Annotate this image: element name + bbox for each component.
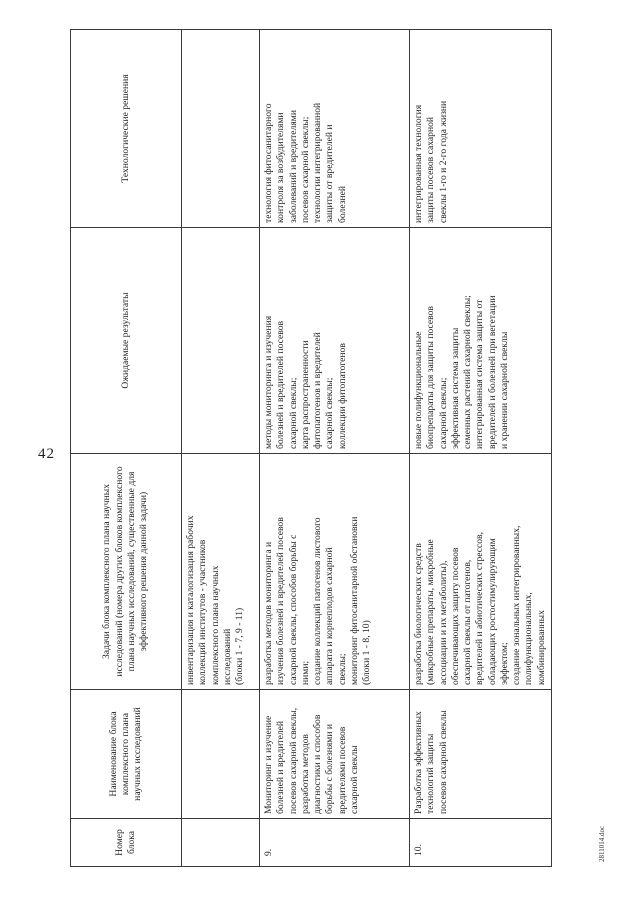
text-line: диагностики и способов xyxy=(312,714,324,814)
text-line: биопрепараты для защиты посевов xyxy=(425,306,437,449)
table-row-continuation xyxy=(182,30,260,867)
text-line: инвентаризация и каталогизация рабочих xyxy=(185,515,196,685)
text-line: борьбы с болезнями и xyxy=(324,723,336,814)
cell-block-name xyxy=(410,690,552,819)
text-line: обладающих ростостимулирующим xyxy=(486,538,498,685)
text-line: вредителями посевов xyxy=(336,726,348,814)
text-line: технологии интегрированной xyxy=(312,102,324,223)
rotated-table-sheet xyxy=(70,30,547,867)
text-line: болезней и вредителей xyxy=(275,720,287,814)
cell-block-number: 10. xyxy=(410,819,552,867)
text-line: свеклы; xyxy=(336,653,348,685)
text-line: болезней и вредителей посевов xyxy=(275,320,287,449)
text-line: коллекций институтов - участников xyxy=(197,539,209,685)
text-line: (микробные препараты, микробные xyxy=(425,539,437,685)
cell-block-tasks xyxy=(410,454,552,690)
text-line: разработка методов xyxy=(299,734,311,814)
text-line: полифункциональных, xyxy=(523,592,535,685)
text-line: фитопатогенов и вредителей xyxy=(312,332,324,449)
text-line: (блоки 1 - 8, 10) xyxy=(361,620,373,685)
text-line: коллекции фитопатогенов xyxy=(336,343,348,449)
text-line: защиты посевов сахарной xyxy=(425,116,437,223)
cell-expected-results xyxy=(410,228,552,454)
text-line: ассоциации и их метаболиты), xyxy=(437,560,449,685)
text-line: обеспечивающих защиту посевов xyxy=(449,547,461,685)
text-line: мониторинг фитосанитарной обстановки xyxy=(348,516,360,685)
text-line: семенных растений сахарной свеклы; xyxy=(462,295,474,449)
table-row xyxy=(260,30,410,867)
text-line: посевов сахарной свеклы; xyxy=(299,116,311,223)
text-line: методы мониторинга и изучения xyxy=(263,315,274,449)
text-line: изучения болезней и вредителей посевов xyxy=(275,517,287,685)
text-line: заболеваний и вредителями xyxy=(287,110,299,223)
text-line: сахарной свеклы xyxy=(348,745,360,814)
text-line: и хранении сахарной свеклы xyxy=(498,331,510,449)
text-line: аппарата и корнеплодов сахарной xyxy=(324,547,336,685)
cell-block-number: 9. xyxy=(260,819,410,867)
cell-tasks-continuation xyxy=(182,454,260,690)
text-line: болезней xyxy=(336,185,348,223)
cell-tech-solutions xyxy=(260,30,410,228)
text-line: карта распространенности xyxy=(299,340,311,449)
text-line: посевов сахарной свеклы, xyxy=(287,707,299,814)
text-line: сахарной свеклы; xyxy=(324,377,336,449)
text-line: вредителей и болезней при вегетации xyxy=(486,295,498,449)
text-line: контроля за возбудителями xyxy=(275,112,287,223)
text-line: свеклы 1-го и 2-го года жизни xyxy=(437,100,449,223)
header-block-tasks: Задачи блока комплексного плана научных исследований (номера других блоков комплексного плана научных исследований, существенные для эффективного решения данной задачи) xyxy=(71,454,182,690)
cell-empty xyxy=(182,819,260,867)
cell-empty xyxy=(182,690,260,819)
text-line: защиты от вредителей и xyxy=(324,124,336,223)
text-line: (блоки 1 - 7, 9 - 11) xyxy=(234,607,246,685)
text-line: Разработка эффективных xyxy=(413,711,424,814)
text-line: сахарной свеклы от патогенов, xyxy=(462,559,474,685)
document-code: 2811014.doc xyxy=(598,825,606,862)
table-row xyxy=(410,30,552,867)
cell-tech-solutions xyxy=(410,30,552,228)
header-expected-results: Ожидаемые результаты xyxy=(71,228,182,454)
text-line: комбинированных xyxy=(535,610,547,685)
text-line: интегрированная система защиты от xyxy=(474,299,486,449)
header-block-name: Наименование блока комплексного плана научных исследований xyxy=(71,690,182,819)
text-line: сахарной свеклы, способов борьбы с xyxy=(287,534,299,685)
page-number: 42 xyxy=(38,446,55,462)
text-line: вредителей и абиотических стрессов, xyxy=(474,532,486,685)
text-line: технология фитосанитарного xyxy=(263,103,274,223)
text-line: сахарной свеклы; xyxy=(437,377,449,449)
text-line: Мониторинг и изучение xyxy=(263,715,274,814)
text-line: эффектом; xyxy=(498,642,510,685)
header-block-number: Номер блока xyxy=(71,819,182,867)
text-line: посевов сахарной свеклы xyxy=(437,710,449,814)
cell-expected-results xyxy=(260,228,410,454)
text-line: сахарной свеклы; xyxy=(287,377,299,449)
text-line: создание зональных интегрированных, xyxy=(511,525,523,685)
text-line: разработка методов мониторинга и xyxy=(263,541,274,685)
text-line: комплексного плана научных xyxy=(209,565,221,685)
cell-empty xyxy=(182,228,260,454)
text-line: создание коллекций патогенов листового xyxy=(312,517,324,685)
text-line: новые полифункциональные xyxy=(413,331,424,449)
cell-empty xyxy=(182,30,260,228)
research-plan-table xyxy=(70,29,552,867)
text-line: ними; xyxy=(299,660,311,685)
table-header-row xyxy=(71,30,182,867)
text-line: разработка биологических средств xyxy=(413,543,424,685)
text-line: эффективная система защиты xyxy=(449,327,461,449)
cell-block-tasks xyxy=(260,454,410,690)
text-line: технологий защиты xyxy=(425,733,437,814)
header-tech-solutions: Технологические решения xyxy=(71,30,182,228)
text-line: исследований xyxy=(221,628,233,685)
cell-block-name xyxy=(260,690,410,819)
text-line: интегрированная технология xyxy=(413,104,424,223)
